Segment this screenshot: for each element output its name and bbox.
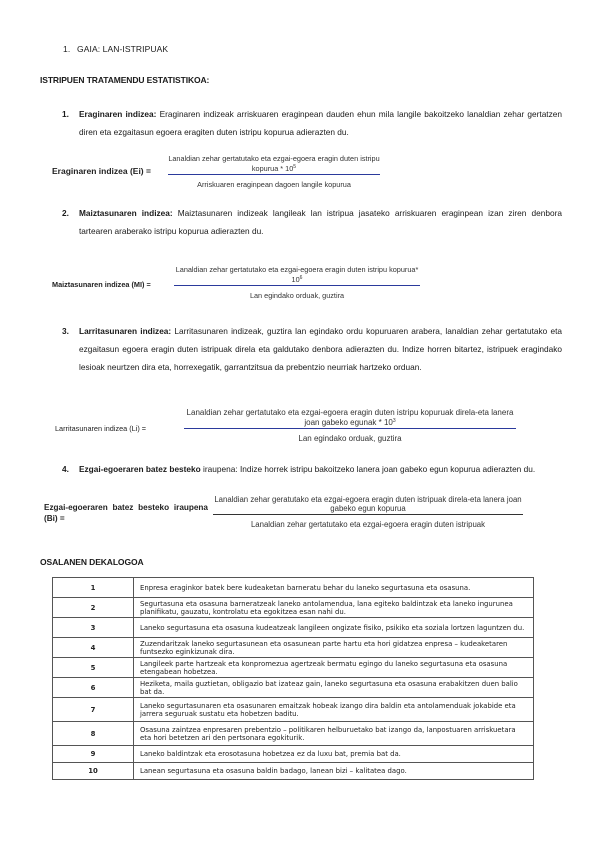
row-text: Osasuna zaintzea enpresaren prebentzio – politikaren helburuetako bat izango da, lanpostuaren arriskuetara eta hori betetzen ari den pertsonara egokiturik. [134,722,534,746]
row-text: Laneko segurtasuna eta osasuna kudeatzeak langileen ongizate fisiko, psikiko eta soziala lortzen laguntzen du. [134,618,534,638]
row-number: 3 [53,618,134,638]
item-term: Ezgai-egoeraren batez besteko [79,464,201,474]
heading-title: GAIA: LAN-ISTRIPUAK [77,44,169,54]
row-number: 2 [53,598,134,618]
row-number: 8 [53,722,134,746]
list-item-eraginaren-indizea [62,105,562,141]
table-row [53,618,534,638]
table-row [53,578,534,598]
row-number: 7 [53,698,134,722]
formula-label-mi: Maiztasunaren indizea (MI) = [52,280,151,289]
item-term: Larritasunaren indizea: [79,326,172,336]
formula-label-bi: Ezgai-egoeraren batez besteko iraupena (Bi) = [44,503,208,523]
table-row [53,638,534,658]
row-text: Heziketa, maila guztietan, obligazio bat izateaz gain, laneko segurtasuna eta osasuna erabakitzen duen balio bat da. [134,678,534,698]
formula-label-ei: Eraginaren indizea (Ei) = [52,166,151,176]
row-number: 10 [53,763,134,780]
item-number: 2. [62,208,69,218]
row-text: Langileek parte hartzeak eta konpromezua agertzeak bermatu egingo du laneko segurtasuna eta osasuna etengabean hobetzea. [134,658,534,678]
formula-denominator: Lanaldian zehar gertatutako eta ezgai-egoera eragin duten istripuak [250,520,486,529]
formula-denominator: Lan egindako orduak, guztira [249,291,345,300]
row-number: 9 [53,746,134,763]
table-row [53,598,534,618]
table-row [53,678,534,698]
formula-numerator: Lanaldian zehar gertatutako eta ezgai-egoera eragin duten istripu kopuruak direla-eta lanera joan gabeko egunak * 10 [186,408,514,427]
item-term: Eraginaren indizea: [79,109,157,119]
item-text: Maiztasunaren indizeak langileak lan istripua jasateko arriskuaren eraginpean izan ziren denbora tartearen araberako istripu kopurua adierazten du. [79,208,562,236]
formula-numerator: Lanaldian zehar geratutako eta ezgai-egoera eragin duten istripuak direla-eta lanera joan gabeko egun kopurua [214,495,522,513]
row-text: Laneko segurtasunaren eta osasunaren emaitzak hobeak izango dira baldin eta antolamenduak jokabide eta jarrera seguruak sustatu eta hobetzen baditu. [134,698,534,722]
heading-number: 1. [63,44,71,54]
table-row [53,763,534,780]
row-number: 6 [53,678,134,698]
formula-exponent: 6 [299,275,303,281]
formula-exponent: 5 [293,164,297,170]
formula-fraction-bi [213,495,523,529]
list-item-maiztasunaren-indizea [62,204,562,240]
item-number: 1. [62,109,69,119]
list-item-ezgai-egoeraren-iraupena [62,460,562,478]
row-number: 4 [53,638,134,658]
list-item-larritasunaren-indizea [62,322,562,376]
row-text: Enpresa eraginkor batek bere kudeaketan barneratu behar du laneko segurtasuna eta osasuna. [134,578,534,598]
row-number: 1 [53,578,134,598]
item-text: Larritasunaren indizeak, guztira lan egindako ordu kopuruaren arabera, lanaldian zehar gertatutako eta ezgaitasun egoera eragin duten istripuak direla eta galdutako denbora adierazten du. Indize horren bitartez, istripuek eragindako lesioak neurtzen dira eta, horrexegatik, garrantzitsua da prebentzio neurriak hartzeko orduan. [79,326,562,372]
formula-fraction-li [184,408,516,443]
formula-numerator: Lanaldian zehar gertatutako eta ezgai-egoera eragin duten istripu kopurua* 10 [175,265,419,284]
table-row [53,722,534,746]
formula-label-li: Larritasunaren indizea (Li) = [55,424,147,433]
section-title-statistics: ISTRIPUEN TRATAMENDU ESTATISTIKOA: [40,75,210,85]
dekalogoa-table [52,577,534,780]
row-number: 5 [53,658,134,678]
formula-fraction-ei [168,154,380,189]
main-heading [63,44,168,54]
formula-denominator: Arriskuaren eraginpean dagoen langile kopurua [197,180,351,189]
formula-fraction-mi [174,265,420,300]
formula-numerator: Lanaldian zehar gertatutako eta ezgai-egoera eragin duten istripu kopurua * 10 [168,154,380,173]
section-title-dekalogoa: OSALANEN DEKALOGOA [40,557,144,567]
item-number: 4. [62,464,69,474]
formula-exponent: 3 [392,418,396,424]
item-text: iraupena: Indize horrek istripu bakoitzeko lanera joan gabeko egun kopurua adierazten du. [200,464,536,474]
row-text: Zuzendaritzak laneko segurtasunean eta osasunean parte hartu eta hori gidatzea enpresa – kudeaketaren funtsezko eginkizunak dira. [134,638,534,658]
item-term: Maiztasunaren indizea: [79,208,173,218]
table-row [53,746,534,763]
row-text: Laneko baldintzak eta erosotasuna hobetzea ez da luxu bat, premia bat da. [134,746,534,763]
formula-denominator: Lan egindako orduak, guztira [298,434,402,443]
item-text: Eraginaren indizeak arriskuaren eraginpean dauden ehun mila langile bakoitzeko lanaldian zehar gertatzen diren eta ezgaitasun egoera eragiten duten istripu kopurua adierazten du. [79,109,562,137]
row-text: Lanean segurtasuna eta osasuna baldin badago, lanean bizi – kalitatea dago. [134,763,534,780]
item-number: 3. [62,326,69,336]
row-text: Segurtasuna eta osasuna barneratzeak laneko antolamendua, lana egiteko baldintzak eta laneko ingurunea planifikatu, gauzatu, kontrolatu eta egokitzea esan nahi du. [134,598,534,618]
table-row [53,698,534,722]
table-row [53,658,534,678]
